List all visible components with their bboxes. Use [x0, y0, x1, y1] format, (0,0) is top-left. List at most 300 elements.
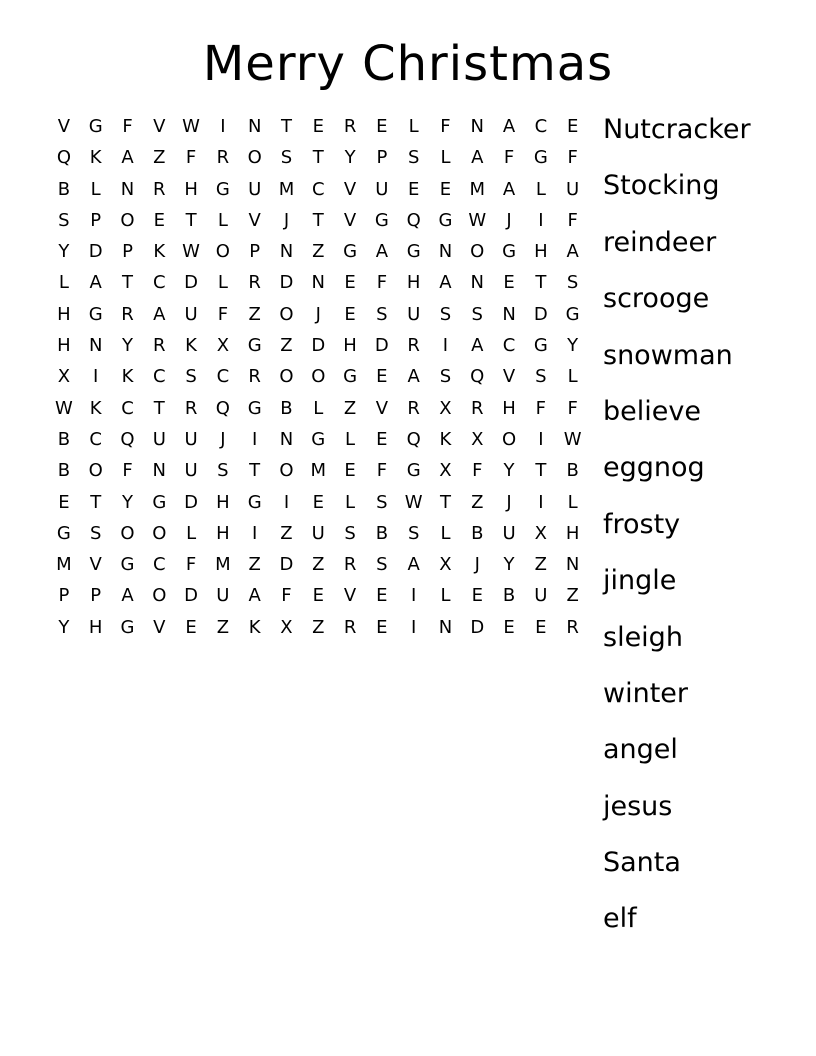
grid-letter: D — [374, 335, 389, 357]
grid-letter: U — [216, 585, 230, 607]
grid-letter: R — [343, 554, 357, 576]
grid-letter: L — [567, 491, 578, 513]
word-list-item: frosty — [603, 508, 681, 540]
grid-letter: U — [152, 428, 166, 450]
grid-letter: X — [280, 616, 293, 638]
grid-letter: F — [185, 147, 197, 169]
grid-letter: L — [567, 366, 578, 388]
grid-letter: C — [153, 366, 166, 388]
grid-letter: G — [120, 616, 135, 638]
grid-letter: D — [88, 241, 103, 263]
grid-letter: F — [122, 116, 133, 137]
grid-letter: O — [120, 522, 135, 544]
grid-letter: N — [502, 303, 516, 325]
grid-letter: E — [153, 209, 165, 231]
grid-letter: G — [247, 491, 262, 513]
grid-letter: F — [376, 460, 388, 482]
grid-letter: P — [249, 241, 261, 263]
letter-grid — [48, 111, 589, 643]
grid-letter: G — [406, 241, 421, 263]
grid-letter: S — [407, 147, 420, 169]
grid-letter: U — [502, 522, 516, 544]
grid-letter: V — [57, 116, 71, 137]
grid-letter: A — [89, 272, 102, 294]
grid-letter: N — [470, 116, 484, 137]
grid-letter: F — [440, 116, 451, 137]
grid-letter: Q — [406, 209, 421, 231]
grid-letter: S — [376, 303, 388, 325]
grid-letter: W — [404, 491, 423, 513]
grid-letter: R — [153, 335, 166, 357]
grid-letter: I — [538, 491, 544, 513]
grid-letter: L — [408, 116, 419, 137]
grid-letter: E — [312, 491, 324, 513]
grid-letter: B — [280, 397, 293, 419]
grid-letter: T — [90, 491, 102, 513]
grid-letter: D — [184, 585, 199, 607]
grid-letter: L — [217, 209, 228, 231]
grid-letter: V — [343, 585, 357, 607]
grid-letter: W — [54, 397, 73, 419]
grid-letter: D — [311, 335, 326, 357]
word-list-item: Santa — [603, 847, 681, 879]
grid-letter: R — [343, 116, 357, 137]
grid-letter: A — [375, 241, 389, 263]
grid-letter: U — [375, 178, 389, 200]
grid-letter: A — [471, 147, 484, 169]
grid-letter: F — [281, 585, 292, 607]
grid-letter: F — [567, 147, 578, 169]
grid-letter: G — [88, 303, 103, 325]
grid-letter: E — [376, 116, 388, 137]
grid-letter: O — [501, 428, 517, 450]
grid-letter: S — [344, 522, 356, 544]
grid-letter: N — [438, 241, 453, 263]
grid-letter: E — [185, 616, 197, 638]
grid-letter: T — [312, 209, 324, 231]
grid-letter: L — [58, 272, 69, 294]
grid-letter: Z — [280, 335, 293, 357]
grid-letter: G — [533, 335, 548, 357]
grid-letter: F — [122, 460, 133, 482]
grid-letter: S — [566, 272, 579, 294]
grid-letter: I — [252, 428, 258, 450]
grid-letter: J — [283, 209, 290, 231]
grid-letter: N — [279, 241, 294, 263]
grid-letter: C — [216, 366, 230, 388]
grid-letter: A — [471, 335, 484, 357]
grid-letter: L — [535, 178, 546, 200]
grid-letter: F — [567, 397, 578, 419]
grid-row — [48, 393, 589, 424]
grid-letter: P — [58, 585, 70, 607]
grid-letter: V — [153, 616, 166, 638]
grid-letter: U — [248, 178, 262, 200]
grid-letter: N — [247, 116, 262, 137]
grid-row — [48, 549, 589, 580]
grid-letter: T — [535, 460, 547, 482]
word-list-item: reindeer — [603, 226, 717, 258]
word-list-item: winter — [603, 677, 688, 709]
grid-letter: V — [375, 397, 389, 419]
grid-letter: Q — [215, 397, 230, 419]
grid-letter: E — [376, 616, 388, 638]
grid-letter: Q — [470, 366, 485, 388]
grid-letter: O — [152, 522, 167, 544]
grid-row — [48, 299, 589, 330]
word-list-item: eggnog — [603, 452, 705, 484]
grid-letter: X — [439, 554, 452, 576]
grid-letter: C — [121, 397, 134, 419]
grid-letter: R — [343, 616, 357, 638]
grid-letter: U — [566, 178, 580, 200]
grid-letter: G — [533, 147, 548, 169]
grid-letter: B — [57, 428, 71, 450]
grid-letter: G — [120, 554, 135, 576]
grid-letter: S — [376, 491, 388, 513]
grid-letter: A — [566, 241, 579, 263]
grid-letter: Z — [312, 241, 325, 263]
grid-letter: G — [311, 428, 326, 450]
grid-letter: N — [88, 335, 103, 357]
grid-letter: F — [503, 147, 515, 169]
grid-letter: N — [438, 616, 453, 638]
grid-letter: Z — [312, 616, 325, 638]
grid-letter: L — [217, 272, 228, 294]
word-list — [603, 106, 751, 952]
grid-letter: Z — [343, 397, 357, 419]
grid-letter: H — [57, 335, 71, 357]
grid-letter: R — [407, 397, 420, 419]
grid-letter: T — [185, 209, 197, 231]
grid-letter: R — [184, 397, 198, 419]
grid-letter: H — [88, 616, 103, 638]
grid-letter: A — [248, 585, 261, 607]
grid-letter: R — [216, 147, 230, 169]
word-list-item: angel — [603, 734, 678, 766]
grid-letter: O — [120, 209, 135, 231]
grid-letter: K — [185, 335, 197, 357]
grid-letter: G — [502, 241, 517, 263]
grid-letter: I — [93, 366, 99, 388]
grid-letter: A — [121, 147, 134, 169]
grid-letter: Z — [216, 616, 230, 638]
grid-letter: N — [470, 272, 484, 294]
grid-letter: C — [153, 554, 166, 576]
grid-letter: M — [310, 460, 327, 482]
word-list-item: snowman — [603, 339, 733, 371]
grid-letter: Z — [566, 585, 579, 607]
grid-letter: G — [247, 335, 262, 357]
grid-letter: I — [411, 585, 417, 607]
grid-letter: E — [503, 616, 515, 638]
grid-letter: J — [506, 209, 512, 231]
grid-letter: E — [376, 366, 388, 388]
grid-letter: T — [249, 460, 261, 482]
grid-letter: K — [248, 616, 261, 638]
grid-letter: G — [565, 303, 580, 325]
grid-letter: Y — [58, 241, 70, 263]
grid-letter: C — [311, 178, 325, 200]
grid-letter: C — [534, 116, 548, 137]
grid-letter: A — [407, 554, 420, 576]
grid-letter: I — [411, 616, 417, 638]
grid-letter: H — [343, 335, 357, 357]
grid-letter: E — [566, 116, 579, 137]
word-list-item: jesus — [603, 790, 673, 822]
grid-letter: D — [184, 272, 199, 294]
grid-letter: T — [535, 272, 547, 294]
grid-letter: E — [344, 303, 356, 325]
grid-letter: Z — [312, 554, 325, 576]
grid-letter: E — [407, 178, 420, 200]
word-list-item: elf — [603, 903, 637, 935]
grid-letter: D — [533, 303, 548, 325]
grid-letter: F — [535, 397, 547, 419]
page-title: Merry Christmas — [202, 36, 614, 92]
grid-letter: J — [315, 303, 321, 325]
grid-letter: Z — [471, 491, 484, 513]
grid-letter: V — [89, 554, 102, 576]
grid-letter: X — [216, 335, 230, 357]
grid-letter: G — [374, 209, 389, 231]
grid-letter: O — [311, 366, 326, 388]
grid-row — [48, 174, 589, 205]
grid-letter: G — [343, 241, 358, 263]
grid-letter: T — [312, 147, 324, 169]
grid-letter: V — [343, 178, 357, 200]
grid-letter: E — [312, 116, 324, 137]
grid-letter: W — [182, 241, 200, 263]
grid-letter: G — [406, 460, 421, 482]
grid-letter: X — [57, 366, 71, 388]
grid-letter: H — [565, 522, 580, 544]
grid-letter: X — [439, 397, 452, 419]
grid-letter: E — [58, 491, 70, 513]
grid-letter: B — [57, 460, 71, 482]
word-list-item: scrooge — [603, 283, 710, 315]
grid-row — [48, 142, 589, 173]
grid-row — [48, 580, 589, 611]
grid-letter: C — [153, 272, 166, 294]
grid-letter: H — [534, 241, 548, 263]
grid-letter: K — [89, 147, 102, 169]
grid-letter: H — [502, 397, 516, 419]
grid-letter: R — [248, 272, 261, 294]
grid-letter: E — [535, 616, 547, 638]
grid-letter: U — [534, 585, 548, 607]
grid-letter: S — [217, 460, 229, 482]
grid-letter: B — [375, 522, 389, 544]
grid-row — [48, 205, 589, 236]
grid-letter: P — [90, 209, 102, 231]
grid-letter: S — [58, 209, 70, 231]
grid-letter: S — [185, 366, 197, 388]
grid-letter: T — [439, 491, 451, 513]
grid-row — [48, 330, 589, 361]
grid-letter: L — [440, 585, 451, 607]
grid-letter: A — [153, 303, 166, 325]
grid-letter: G — [152, 491, 167, 513]
grid-letter: R — [121, 303, 134, 325]
grid-letter: L — [345, 491, 356, 513]
grid-letter: E — [312, 585, 324, 607]
grid-letter: J — [220, 428, 226, 450]
grid-letter: R — [248, 366, 261, 388]
grid-letter: V — [343, 209, 357, 231]
grid-letter: O — [88, 460, 103, 482]
grid-letter: Y — [121, 491, 133, 513]
grid-letter: I — [538, 428, 544, 450]
grid-letter: E — [471, 585, 483, 607]
grid-letter: M — [56, 554, 72, 576]
grid-letter: V — [153, 116, 166, 137]
grid-row — [48, 518, 589, 549]
grid-letter: F — [472, 460, 483, 482]
grid-letter: P — [122, 241, 133, 263]
grid-row — [48, 267, 589, 298]
grid-letter: Z — [248, 554, 261, 576]
grid-letter: Z — [153, 147, 166, 169]
grid-letter: F — [567, 209, 578, 231]
grid-letter: R — [153, 178, 166, 200]
grid-letter: W — [563, 428, 582, 450]
grid-letter: Q — [406, 428, 421, 450]
grid-letter: M — [215, 554, 231, 576]
grid-letter: H — [184, 178, 198, 200]
grid-letter: W — [468, 209, 487, 231]
grid-letter: O — [279, 366, 294, 388]
grid-row — [48, 487, 589, 518]
grid-letter: U — [184, 460, 198, 482]
grid-letter: O — [279, 460, 294, 482]
grid-letter: D — [279, 554, 294, 576]
grid-letter: E — [503, 272, 515, 294]
grid-letter: C — [502, 335, 516, 357]
grid-letter: T — [280, 116, 292, 137]
grid-letter: Y — [567, 335, 579, 357]
grid-letter: S — [439, 303, 452, 325]
grid-letter: Z — [280, 522, 293, 544]
grid-letter: B — [502, 585, 516, 607]
grid-letter: N — [279, 428, 294, 450]
grid-letter: T — [153, 397, 165, 419]
grid-letter: A — [439, 272, 452, 294]
grid-letter: S — [439, 366, 452, 388]
grid-letter: G — [88, 116, 103, 137]
grid-letter: Q — [56, 147, 71, 169]
grid-letter: I — [442, 335, 449, 357]
grid-letter: Q — [120, 428, 135, 450]
grid-letter: A — [121, 585, 134, 607]
word-list-item: jingle — [603, 565, 677, 597]
grid-letter: B — [57, 178, 71, 200]
grid-letter: P — [376, 147, 388, 169]
grid-letter: L — [345, 428, 356, 450]
grid-letter: O — [152, 585, 167, 607]
grid-letter: E — [439, 178, 452, 200]
grid-letter: D — [470, 616, 485, 638]
grid-letter: Y — [121, 335, 133, 357]
grid-letter: Y — [503, 554, 515, 576]
grid-letter: N — [120, 178, 135, 200]
grid-letter: G — [343, 366, 358, 388]
grid-letter: K — [153, 241, 166, 263]
grid-letter: O — [279, 303, 294, 325]
grid-letter: D — [184, 491, 199, 513]
grid-letter: E — [344, 272, 356, 294]
grid-letter: S — [280, 147, 293, 169]
grid-letter: K — [439, 428, 452, 450]
grid-letter: W — [182, 116, 200, 137]
grid-letter: C — [89, 428, 102, 450]
grid-letter: P — [90, 585, 102, 607]
grid-letter: M — [278, 178, 295, 200]
grid-letter: E — [376, 428, 388, 450]
grid-letter: F — [185, 554, 197, 576]
grid-letter: S — [89, 522, 102, 544]
grid-letter: F — [376, 272, 388, 294]
grid-letter: S — [535, 366, 547, 388]
grid-letter: R — [407, 335, 420, 357]
grid-letter: H — [406, 272, 421, 294]
grid-letter: L — [440, 522, 451, 544]
grid-letter: K — [121, 366, 134, 388]
grid-letter: Z — [534, 554, 548, 576]
grid-letter: I — [538, 209, 544, 231]
grid-letter: O — [215, 241, 230, 263]
grid-letter: Y — [503, 460, 515, 482]
grid-letter: H — [216, 522, 230, 544]
grid-letter: J — [474, 554, 480, 576]
grid-letter: N — [565, 554, 580, 576]
grid-letter: E — [376, 585, 388, 607]
grid-letter: E — [344, 460, 356, 482]
grid-letter: S — [407, 522, 420, 544]
grid-letter: H — [57, 303, 71, 325]
grid-letter: I — [252, 522, 258, 544]
grid-letter: A — [407, 366, 420, 388]
word-list-item: Nutcracker — [603, 114, 751, 145]
grid-letter: L — [440, 147, 451, 169]
grid-letter: X — [534, 522, 548, 544]
grid-letter: R — [471, 397, 484, 419]
grid-letter: S — [376, 554, 388, 576]
grid-row — [48, 612, 589, 643]
grid-letter: A — [502, 178, 516, 200]
grid-letter: I — [283, 491, 290, 513]
grid-letter: S — [471, 303, 483, 325]
grid-letter: L — [90, 178, 101, 200]
grid-letter: Y — [344, 147, 356, 169]
grid-row — [48, 424, 589, 455]
grid-letter: O — [247, 147, 262, 169]
grid-letter: M — [469, 178, 486, 200]
grid-letter: D — [279, 272, 294, 294]
grid-row — [48, 111, 589, 142]
grid-letter: X — [439, 460, 452, 482]
grid-letter: B — [566, 460, 579, 482]
grid-row — [48, 455, 589, 486]
grid-letter: R — [566, 616, 579, 638]
grid-letter: Y — [58, 616, 70, 638]
grid-letter: B — [471, 522, 484, 544]
grid-letter: Z — [248, 303, 261, 325]
word-list-item: sleigh — [603, 621, 683, 653]
grid-letter: O — [470, 241, 485, 263]
grid-letter: U — [184, 428, 198, 450]
grid-letter: N — [152, 460, 167, 482]
